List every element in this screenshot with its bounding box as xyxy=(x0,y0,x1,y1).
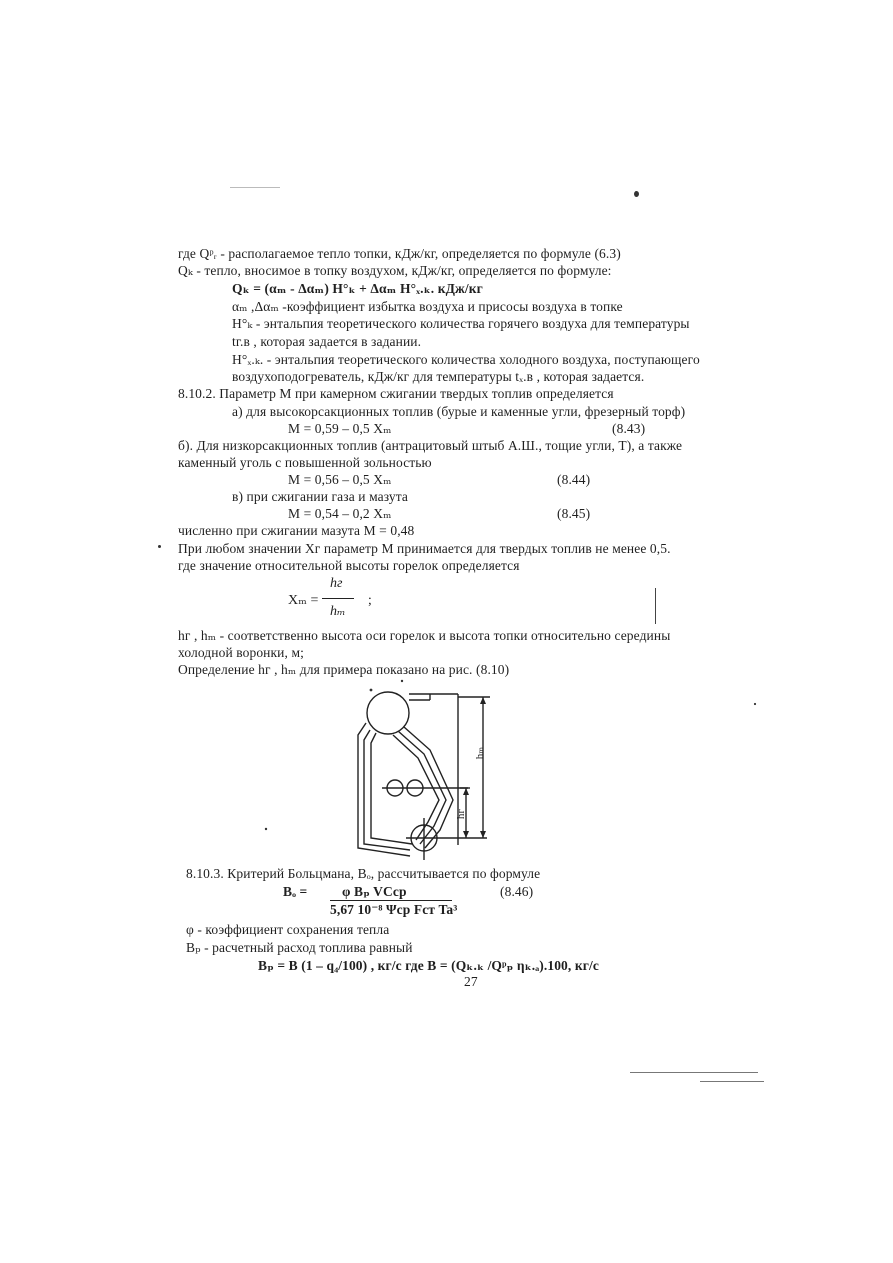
text-line: каменный уголь с повышенной зольностью xyxy=(178,455,432,470)
text-line: б). Для низкорсакционных топлив (антрацитовый штыб А.Ш., тощие угли, Т), а также xyxy=(178,438,683,453)
text-line: hг , hₘ - соответственно высота оси горелок и высота топки относительно середины xyxy=(178,628,671,643)
text-line: где значение относительной высоты горелок определяется xyxy=(178,558,520,573)
text-line: холодной воронки, м; xyxy=(178,645,304,660)
section-heading: 8.10.3. Критерий Больцмана, Bₒ, рассчитывается по формуле xyxy=(186,866,541,881)
scan-speck xyxy=(158,545,161,548)
text-line: Qₖ - тепло, вносимое в топку воздухом, кДж/кг, определяется по формуле: xyxy=(178,263,612,278)
equation-number: (8.45) xyxy=(557,506,591,521)
equation-number: (8.46) xyxy=(500,884,534,899)
formula-bo-numerator: φ Bₚ VCср xyxy=(342,884,407,899)
section-heading: 8.10.2. Параметр М при камерном сжигании твердых топлив определяется xyxy=(178,386,614,401)
fraction-bar xyxy=(322,598,354,599)
scan-artifact-line xyxy=(630,1072,758,1073)
formula-xm-denominator: hₘ xyxy=(330,604,346,619)
formula-m-845: M = 0,54 – 0,2 Xₘ xyxy=(288,506,392,521)
scan-artifact-vertical xyxy=(655,588,656,624)
fraction-bar xyxy=(330,900,452,901)
text-line: αₘ ,Δαₘ -коэффициент избытка воздуха и присосы воздуха в топке xyxy=(232,299,623,314)
scan-speck xyxy=(634,191,639,197)
figure-label-hr: hг xyxy=(455,808,468,820)
text-line: численно при сжигании мазута M = 0,48 xyxy=(178,523,415,538)
text-line: Bₚ - расчетный расход топлива равный xyxy=(186,940,413,955)
text-line: в) при сжигании газа и мазута xyxy=(232,489,408,504)
formula-xm-numerator: hг xyxy=(330,576,343,591)
text-line: где Qᵖᵣ - располагаемое тепло топки, кДж/кг, определяется по формуле (6.3) xyxy=(178,246,621,261)
page-number: 27 xyxy=(464,974,478,989)
text-line: воздухоподогреватель, кДж/кг для температуры tₓ.в , которая задается. xyxy=(232,369,645,384)
text-line: H°ₓ.ₖ. - энтальпия теоретического количества холодного воздуха, поступающего xyxy=(232,352,700,367)
equation-number: (8.43) xyxy=(612,421,646,436)
equation-number: (8.44) xyxy=(557,472,591,487)
scan-artifact-line xyxy=(230,187,280,188)
formula-qv: Qₖ = (αₘ - Δαₘ) H°ₖ + Δαₘ H°ₓ.ₖ. кДж/кг xyxy=(232,281,483,296)
formula-xm-lhs: Xₘ = xyxy=(288,593,319,608)
formula-m-843: M = 0,59 – 0,5 Xₘ xyxy=(288,421,392,436)
text-line: При любом значении Xг параметр М принимается для твердых топлив не менее 0,5. xyxy=(178,541,671,556)
text-line: а) для высокорсакционных топлив (бурые и каменные угли, фрезерный торф) xyxy=(232,404,686,419)
figure-label-hm: hₘ xyxy=(474,746,487,760)
formula-xm-semicolon: ; xyxy=(368,592,372,607)
text-line: Определение hг , hₘ для примера показано на рис. (8.10) xyxy=(178,662,510,677)
text-line: φ - коэффициент сохранения тепла xyxy=(186,922,390,937)
formula-bo-denominator: 5,67 10⁻⁸ Ψср Fст Ta³ xyxy=(330,902,458,917)
formula-m-844: M = 0,56 – 0,5 Xₘ xyxy=(288,472,392,487)
formula-bp: Bₚ = B (1 – q₄/100) , кг/с где B = (Qₖ.ₖ /Qᵖₚ ηₖ.ₐ).100, кг/с xyxy=(258,958,599,973)
text-line: H°ₖ - энтальпия теоретического количества горячего воздуха для температуры xyxy=(232,316,690,331)
text-line: tг.в , которая задается в задании. xyxy=(232,334,422,349)
scan-artifact-line xyxy=(700,1081,764,1082)
formula-bo-lhs: Bₒ = xyxy=(283,884,308,899)
